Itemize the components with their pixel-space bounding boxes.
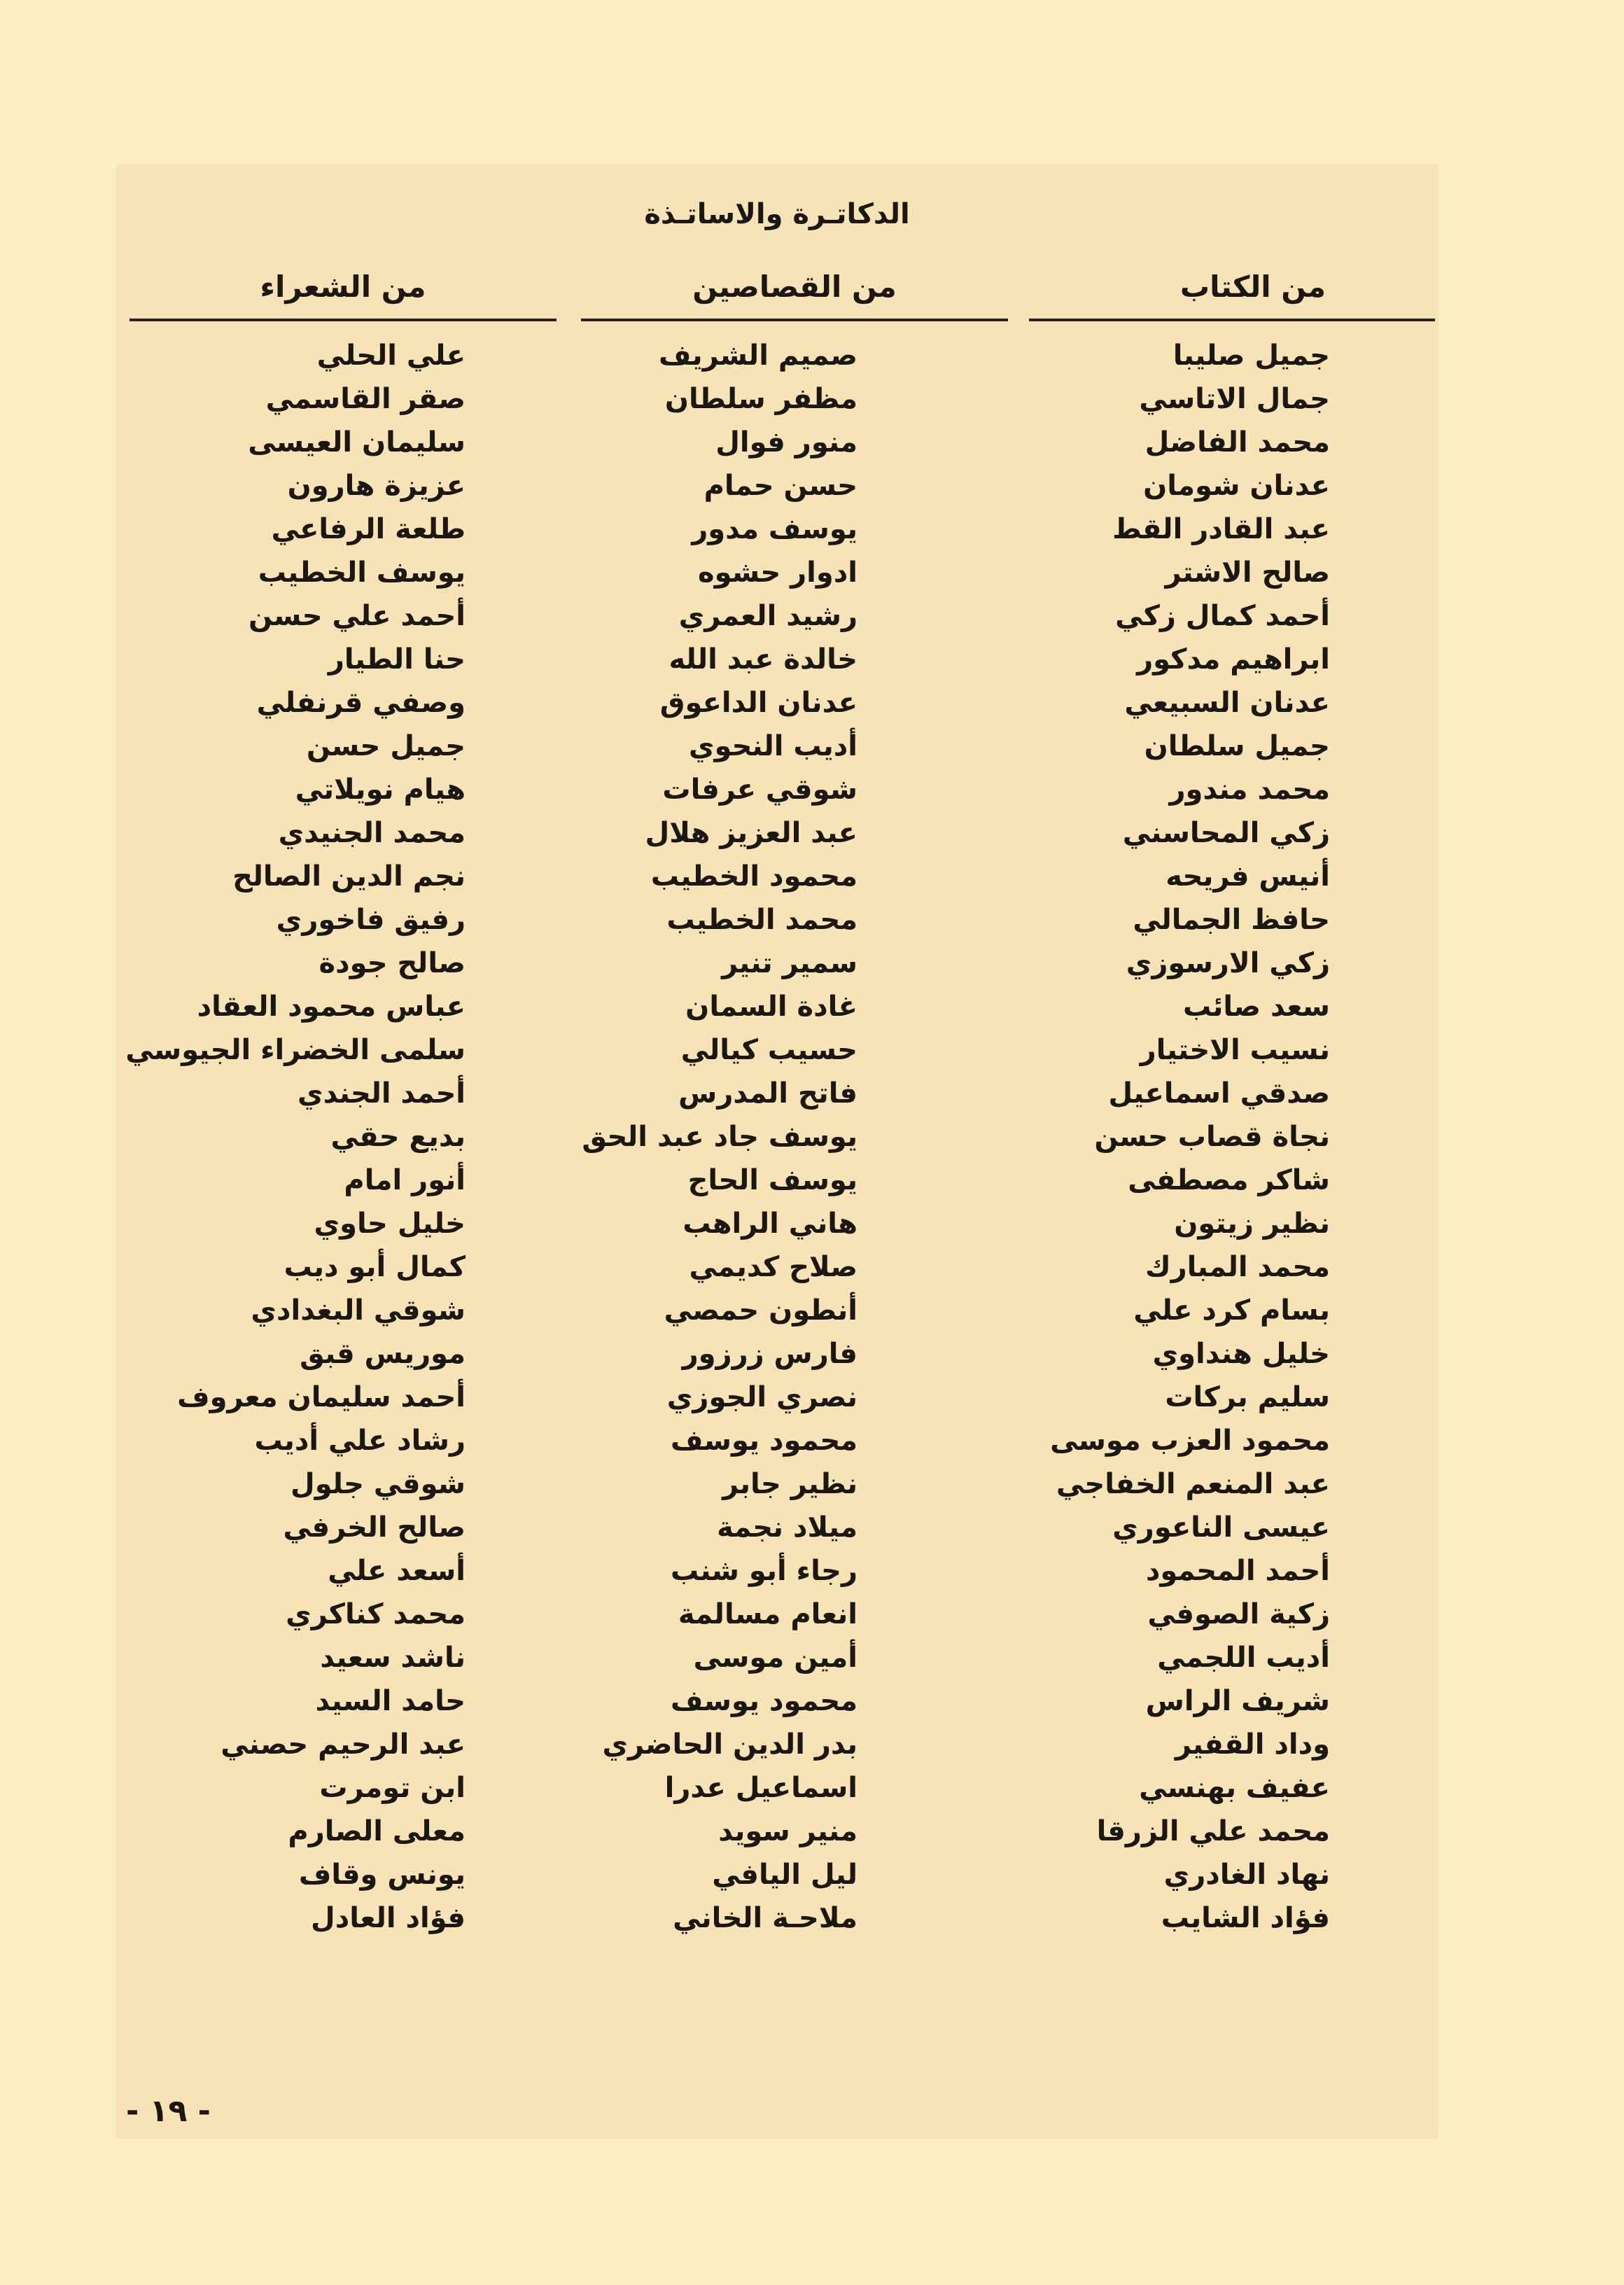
list-item: صالح الخرفي (283, 1511, 465, 1544)
list-item: شوقي البغدادي (251, 1294, 465, 1327)
list-item: عبد المنعم الخفاجي (1056, 1468, 1330, 1500)
poets-list (125, 334, 556, 1940)
list-item: أحمد سليمان معروف (177, 1381, 465, 1413)
list-item: ابراهيم مدكور (1137, 643, 1330, 676)
list-item: مظفر سلطان (664, 383, 858, 415)
list-item: صالح جودة (318, 947, 465, 979)
list-item: منور فوال (715, 426, 858, 459)
list-item: موريس قبق (300, 1338, 465, 1370)
list-item: خليل حاوي (314, 1208, 465, 1240)
list-item: سليمان العيسى (248, 426, 465, 459)
list-item: نسيب الاختيار (1140, 1034, 1330, 1066)
list-item: نصري الجوزي (666, 1381, 858, 1413)
list-item: هاني الراهب (682, 1208, 858, 1240)
writers-column (1029, 263, 1435, 1940)
storytellers-header: من القصاصين (692, 270, 897, 304)
list-item: أنيس فريحه (1166, 860, 1330, 893)
list-item: عدنان شومان (1143, 470, 1330, 502)
list-item: غادة السمان (685, 991, 858, 1023)
list-item: يونس وقاف (298, 1859, 465, 1891)
poets-column (125, 263, 556, 1940)
list-item: أسعد علي (328, 1555, 465, 1587)
list-item: عيسى الناعوري (1112, 1511, 1330, 1544)
list-item: محمود يوسف (670, 1425, 858, 1457)
list-item: محمد الجنيدي (278, 817, 465, 849)
list-item: عفيف بهنسي (1139, 1772, 1330, 1804)
list-item: رشيد العمري (678, 600, 858, 632)
list-item: هيام نويلاتي (295, 774, 465, 806)
list-item: محمود العزب موسى (1050, 1425, 1330, 1457)
list-item: فاتح المدرس (678, 1077, 858, 1110)
list-item: ادوار حشوه (698, 557, 858, 589)
list-item: شوقي جلول (290, 1468, 465, 1500)
list-item: اسماعيل عدرا (664, 1772, 858, 1804)
list-item: عبد القادر القط (1112, 513, 1330, 545)
storytellers-header-rule (581, 319, 1008, 321)
list-item: رفيق فاخوري (276, 904, 465, 936)
list-item: أديب النحوي (688, 730, 858, 762)
list-item: أحمد كمال زكي (1115, 600, 1330, 632)
list-item: محمد مندور (1169, 774, 1330, 806)
list-item: نهاد الغادري (1163, 1859, 1330, 1891)
list-item: يوسف مدور (692, 513, 858, 545)
writers-header-rule (1029, 319, 1435, 321)
document-page (115, 165, 1438, 2139)
list-item: انعام مسالمة (678, 1598, 858, 1630)
list-item: محمد كناكري (286, 1598, 465, 1630)
list-item: خالدة عبد الله (668, 643, 858, 676)
list-item: أحمد الجندي (297, 1077, 465, 1110)
list-item: بسام كرد علي (1133, 1294, 1330, 1327)
list-item: ملاحـة الخاني (673, 1902, 858, 1934)
list-item: كمال أبو ديب (284, 1251, 465, 1283)
list-item: أمين موسى (693, 1642, 858, 1674)
storytellers-column (581, 263, 1008, 1940)
list-item: زكي المحاسني (1122, 817, 1330, 849)
page-title: الدكاتـرة والاساتـذة (644, 198, 910, 230)
list-item: حنا الطيار (328, 643, 465, 676)
list-item: شريف الراس (1145, 1685, 1330, 1717)
list-item: شوقي عرفات (662, 774, 858, 806)
list-item: شاكر مصطفى (1128, 1164, 1330, 1196)
list-item: حامد السيد (315, 1685, 465, 1717)
list-item: صقر القاسمي (265, 383, 465, 415)
list-item: صدقي اسماعيل (1108, 1077, 1330, 1110)
list-item: يوسف الخطيب (258, 557, 465, 589)
list-item: عبد العزيز هلال (645, 817, 858, 849)
list-item: محمد الخطيب (666, 904, 858, 936)
list-item: جميل حسن (306, 730, 465, 762)
list-item: زكي الارسوزي (1126, 947, 1330, 979)
list-item: ميلاد نجمة (717, 1511, 858, 1544)
list-item: عدنان السبيعي (1124, 687, 1330, 719)
list-item: عبد الرحيم حصني (220, 1728, 465, 1761)
list-item: أنطون حمصي (664, 1294, 858, 1327)
poets-header-rule (130, 319, 556, 321)
list-item: سلمى الخضراء الجيوسي (125, 1034, 465, 1066)
list-item: يوسف جاد عبد الحق (582, 1121, 858, 1153)
list-item: نجاة قصاب حسن (1094, 1121, 1330, 1153)
page-number: - ١٩ - (126, 2093, 211, 2129)
list-item: جمال الاتاسي (1139, 383, 1330, 415)
list-item: صالح الاشتر (1165, 557, 1330, 589)
list-item: أنور امام (344, 1164, 465, 1196)
list-item: محمد الفاضل (1144, 426, 1330, 459)
list-item: محمد المبارك (1144, 1251, 1330, 1283)
poets-header: من الشعراء (260, 270, 426, 304)
list-item: طلعة الرفاعي (271, 513, 465, 545)
list-item: رشاد علي أديب (254, 1425, 465, 1457)
list-item: صلاح كديمي (689, 1251, 858, 1283)
list-item: عباس محمود العقاد (197, 991, 465, 1023)
list-item: سعد صائب (1183, 991, 1330, 1023)
list-item: فؤاد العادل (311, 1902, 465, 1934)
list-item: عزيزة هارون (287, 470, 465, 502)
list-item: محمود يوسف (670, 1685, 858, 1717)
list-item: حسن حمام (704, 470, 858, 502)
storytellers-list (581, 334, 1008, 1940)
list-item: سمير تنير (722, 947, 858, 979)
list-item: خليل هنداوي (1152, 1338, 1330, 1370)
list-item: فارس زرزور (682, 1338, 858, 1370)
list-item: حسيب كيالي (680, 1034, 858, 1066)
list-item: نجم الدين الصالح (232, 860, 465, 893)
list-item: منير سويد (718, 1815, 858, 1847)
list-item: صميم الشريف (658, 340, 858, 372)
list-item: أحمد علي حسن (248, 600, 465, 632)
list-item: محمود الخطيب (650, 860, 858, 893)
list-item: وداد القفير (1175, 1728, 1330, 1761)
list-item: بدر الدين الحاضري (602, 1728, 858, 1761)
list-item: نظير جابر (722, 1468, 858, 1500)
list-item: علي الحلي (316, 340, 465, 372)
writers-list (1029, 334, 1435, 1940)
list-item: سليم بركات (1165, 1381, 1330, 1413)
list-item: ليل اليافي (712, 1859, 858, 1891)
list-item: جميل سلطان (1144, 730, 1330, 762)
list-item: ناشد سعيد (320, 1642, 465, 1674)
list-item: حافظ الجمالي (1133, 904, 1330, 936)
list-item: نظير زيتون (1174, 1208, 1330, 1240)
writers-header: من الكتاب (1180, 270, 1326, 304)
list-item: عدنان الداعوق (659, 687, 858, 719)
list-item: بديع حقي (330, 1121, 465, 1153)
list-item: فؤاد الشايب (1161, 1902, 1330, 1934)
list-item: أحمد المحمود (1145, 1555, 1330, 1587)
list-item: ابن تومرت (319, 1772, 465, 1804)
list-item: رجاء أبو شنب (671, 1555, 858, 1587)
list-item: يوسف الحاج (687, 1164, 858, 1196)
list-item: وصفي قرنفلي (256, 687, 465, 719)
list-item: زكية الصوفي (1147, 1598, 1330, 1630)
list-item: معلى الصارم (288, 1815, 465, 1847)
list-item: محمد علي الزرقا (1096, 1815, 1330, 1847)
list-item: جميل صليبا (1172, 340, 1330, 372)
list-item: أديب اللجمي (1157, 1642, 1330, 1674)
